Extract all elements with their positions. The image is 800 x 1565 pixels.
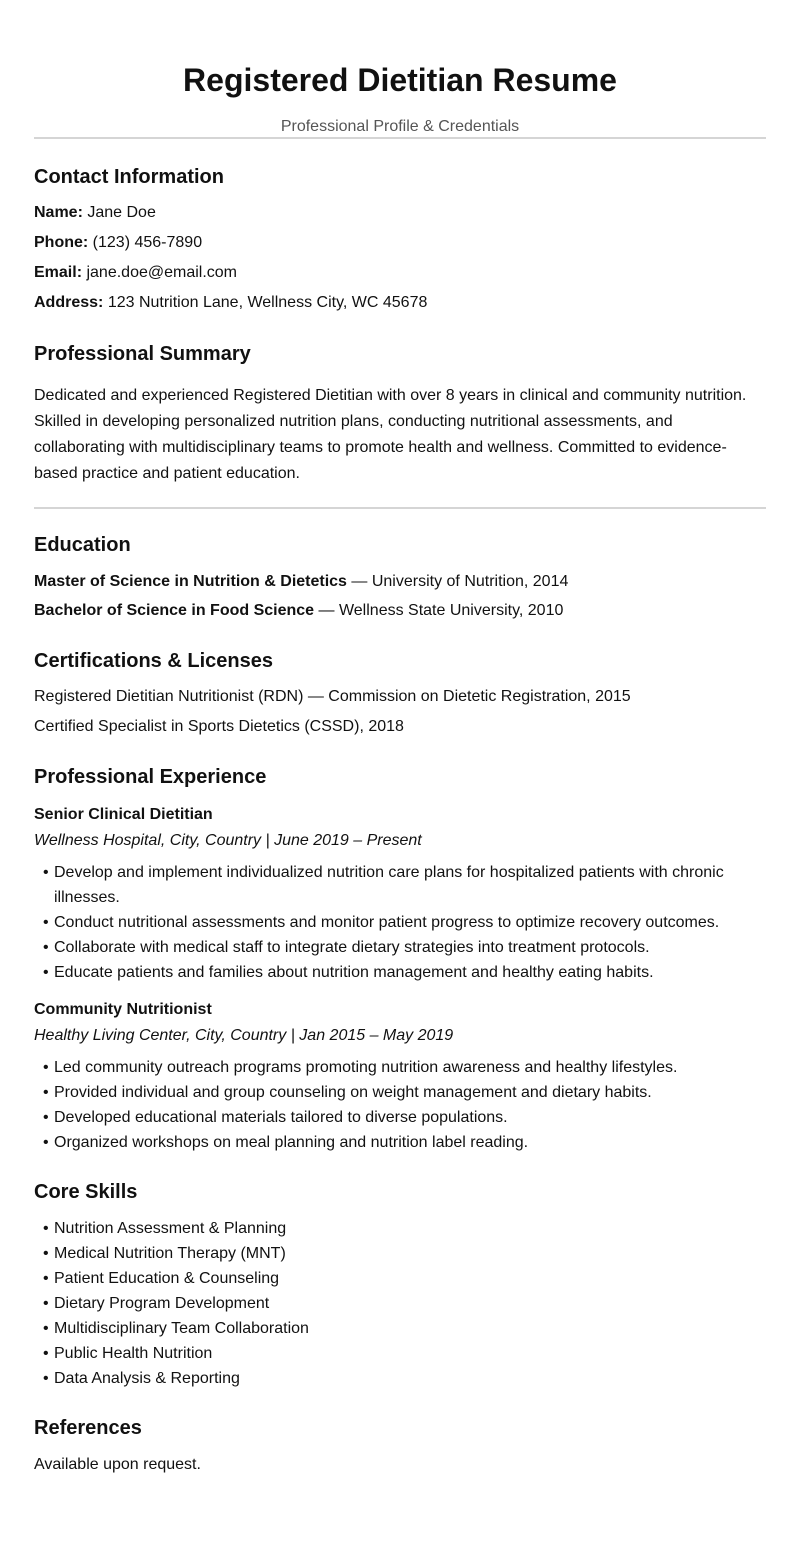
section-divider	[34, 507, 766, 509]
education-degree: Master of Science in Nutrition & Dietetics	[34, 573, 347, 590]
contact-value: (123) 456-7890	[92, 234, 203, 251]
contact-label: Name:	[34, 204, 83, 221]
job-bullets	[34, 1055, 766, 1155]
summary-heading: Professional Summary	[34, 343, 251, 365]
certification-item: Certified Specialist in Sports Dietetics (CSSD), 2018	[34, 718, 404, 735]
list-item: • Nutrition Assessment & Planning	[34, 1216, 766, 1241]
education-detail: — Wellness State University, 2010	[314, 602, 564, 619]
education-item	[34, 572, 766, 601]
certification-item: Registered Dietitian Nutritionist (RDN) — Commission on Dietetic Registration, 2015	[34, 688, 631, 705]
education-item	[34, 601, 766, 621]
list-item: • Educate patients and families about nutrition management and healthy eating habits.	[34, 960, 766, 985]
page-title: Registered Dietitian Resume	[183, 62, 617, 98]
list-item: • Dietary Program Development	[34, 1291, 766, 1316]
contact-label: Phone:	[34, 234, 89, 251]
contact-label: Email:	[34, 264, 83, 281]
job-meta: Wellness Hospital, City, Country | June 2019 – Present	[34, 832, 422, 849]
contact-label: Address:	[34, 294, 104, 311]
list-item: • Medical Nutrition Therapy (MNT)	[34, 1241, 766, 1266]
resume-page	[34, 0, 766, 1475]
page-subtitle: Professional Profile & Credentials	[280, 118, 520, 135]
references-text: Available upon request.	[34, 1456, 201, 1473]
list-item: • Organized workshops on meal planning and nutrition label reading.	[34, 1130, 766, 1155]
education-heading: Education	[34, 534, 131, 556]
contact-name	[34, 203, 766, 233]
job-entry	[34, 1000, 766, 1155]
references-section	[34, 1416, 766, 1475]
education-detail: — University of Nutrition, 2014	[346, 573, 569, 590]
summary-section	[34, 342, 766, 487]
list-item: • Led community outreach programs promoting nutrition awareness and healthy lifestyles.	[34, 1055, 766, 1080]
contact-phone	[34, 233, 766, 263]
contact-email	[34, 263, 766, 293]
list-item: • Multidisciplinary Team Collaboration	[34, 1316, 766, 1341]
contact-value: 123 Nutrition Lane, Wellness City, WC 45678	[107, 294, 428, 311]
list-item: • Develop and implement individualized nutrition care plans for hospitalized patients with chronic illnesses.	[34, 860, 766, 910]
contact-value: Jane Doe	[87, 204, 156, 221]
list-item: • Data Analysis & Reporting	[34, 1366, 766, 1391]
contact-value: jane.doe@email.com	[86, 264, 238, 281]
contact-section	[34, 165, 766, 313]
job-meta: Healthy Living Center, City, Country | Jan 2015 – May 2019	[34, 1027, 454, 1044]
experience-section	[34, 765, 766, 1155]
job-bullets	[34, 860, 766, 985]
references-heading: References	[34, 1417, 142, 1439]
list-item: • Public Health Nutrition	[34, 1341, 766, 1366]
list-item: • Collaborate with medical staff to integrate dietary strategies into treatment protocols.	[34, 935, 766, 960]
job-title: Community Nutritionist	[34, 1001, 212, 1018]
list-item: • Patient Education & Counseling	[34, 1266, 766, 1291]
education-section	[34, 533, 766, 621]
experience-heading: Professional Experience	[34, 766, 267, 788]
contact-address	[34, 293, 766, 313]
skills-heading: Core Skills	[34, 1181, 138, 1203]
job-entry	[34, 805, 766, 985]
job-title: Senior Clinical Dietitian	[34, 806, 213, 823]
summary-text: Dedicated and experienced Registered Dietitian with over 8 years in clinical and community nutrition. Skilled in developing personalized nutrition plans, conducting nutritional assessments, and collaborating with multidisciplinary teams to promote health and wellness. Committed to evidence-based practice and patient education.	[34, 387, 747, 482]
skills-section	[34, 1180, 766, 1391]
contact-heading: Contact Information	[34, 166, 224, 188]
list-item: • Provided individual and group counseling on weight management and dietary habits.	[34, 1080, 766, 1105]
resume-header	[34, 0, 766, 137]
skills-list	[34, 1216, 766, 1391]
list-item: • Conduct nutritional assessments and monitor patient progress to optimize recovery outcomes.	[34, 910, 766, 935]
education-degree: Bachelor of Science in Food Science	[34, 602, 315, 619]
header-divider	[34, 137, 766, 139]
certifications-heading: Certifications & Licenses	[34, 650, 273, 672]
list-item: • Developed educational materials tailored to diverse populations.	[34, 1105, 766, 1130]
certifications-section	[34, 649, 766, 737]
